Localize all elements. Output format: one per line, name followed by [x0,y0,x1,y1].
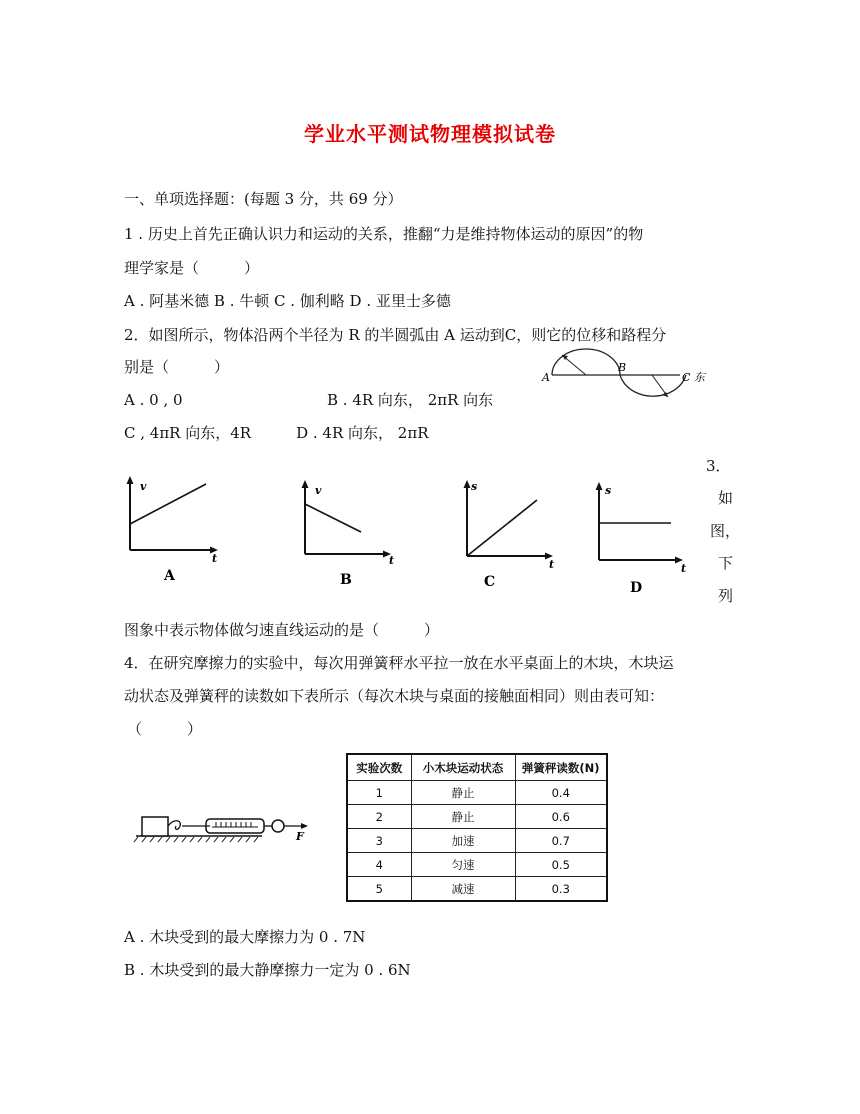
cell-state: 加速 [411,829,515,853]
table-row [347,805,607,829]
graph-b [293,476,403,591]
q1-stem-line1: 1 . 历史上首先正确认识力和运动的关系，推翻“力是维持物体运动的原因”的物 [124,225,644,243]
q2-stem-line1: 2．如图所示，物体沿两个半径为 R 的半圆弧由 A 运动到C，则它的位移和路程分 [124,326,667,344]
cell-reading: 0.7 [515,829,607,853]
cell-trial: 3 [347,829,411,853]
graph-a [118,474,228,589]
section-heading: 一、单项选择题：(每题 3 分，共 69 分） [124,190,403,208]
cell-trial: 4 [347,853,411,877]
point-a-label: A [542,371,550,384]
graph-a-label: A [164,568,175,584]
cell-state: 减速 [411,877,515,902]
graph-d-y-label: s [605,484,612,497]
q1-options: A . 阿基米德 B . 牛顿 C . 伽利略 D . 亚里士多德 [124,292,451,310]
exam-title: 学业水平测试物理模拟试卷 [304,122,556,146]
friction-data-table [346,753,608,902]
cell-state: 静止 [411,781,515,805]
graph-a-x-label: t [212,552,218,565]
graph-c-y-label: s [471,480,478,493]
q4-option-b: B . 木块受到的最大静摩擦力一定为 0 . 6N [124,961,411,979]
point-b-label: B [618,361,627,374]
cell-state: 匀速 [411,853,515,877]
q3-side-char-4: 列 [718,587,734,605]
table-header-row [347,754,607,781]
q4-stem-line1: 4．在研究摩擦力的实验中，每次用弹簧秤水平拉一放在水平桌面上的木块，木块运 [124,654,674,672]
q3-side-char-3: 下 [718,554,734,572]
cell-reading: 0.4 [515,781,607,805]
q4-stem-line2: 动状态及弹簧秤的读数如下表所示（每次木块与桌面的接触面相同）则由表可知： [124,687,665,705]
table-row [347,781,607,805]
graph-c-label: C [484,574,496,590]
graph-b-y-label: v [315,484,322,497]
graph-d [587,476,697,598]
table-row [347,877,607,902]
q2-option-a: A . 0 , 0 [124,391,183,409]
q4-option-a: A . 木块受到的最大摩擦力为 0 . 7N [124,928,366,946]
cell-reading: 0.5 [515,853,607,877]
q1-stem-line2: 理学家是（ ） [124,259,260,277]
cell-reading: 0.6 [515,805,607,829]
semicircle-path-figure [540,345,720,407]
q2-option-b: B . 4R 向东， 2πR 向东 [327,391,494,409]
q3-side-char-1: 如 [718,489,734,507]
graph-d-label: D [630,580,643,596]
graph-d-x-label: t [681,562,687,575]
header-scale-reading: 弹簧秤读数(N) [515,754,607,781]
header-trial-count: 实验次数 [347,754,411,781]
q3-side-char-2: 图， [710,522,741,540]
header-motion-state: 小木块运动状态 [411,754,515,781]
cell-trial: 2 [347,805,411,829]
cell-state: 静止 [411,805,515,829]
q2-stem-line2: 别是（ ） [124,358,230,376]
graph-b-x-label: t [389,554,395,567]
point-c-label: C 东 [682,371,705,384]
q2-options-cd: C , 4πR 向东，4R D . 4R 向东， 2πR [124,424,429,442]
force-f-label: F [296,830,304,843]
table-row [347,829,607,853]
q3-number: 3． [706,457,731,475]
q3-stem: 图象中表示物体做匀速直线运动的是（ ） [124,621,440,639]
graph-c-x-label: t [549,558,555,571]
cell-trial: 1 [347,781,411,805]
q4-stem-line3: （ ） [127,720,203,738]
cell-trial: 5 [347,877,411,902]
graph-a-y-label: v [140,480,147,493]
table-row [347,853,607,877]
spring-scale-figure [132,806,318,848]
cell-reading: 0.3 [515,877,607,902]
graph-c [455,474,565,594]
graph-b-label: B [340,572,352,588]
